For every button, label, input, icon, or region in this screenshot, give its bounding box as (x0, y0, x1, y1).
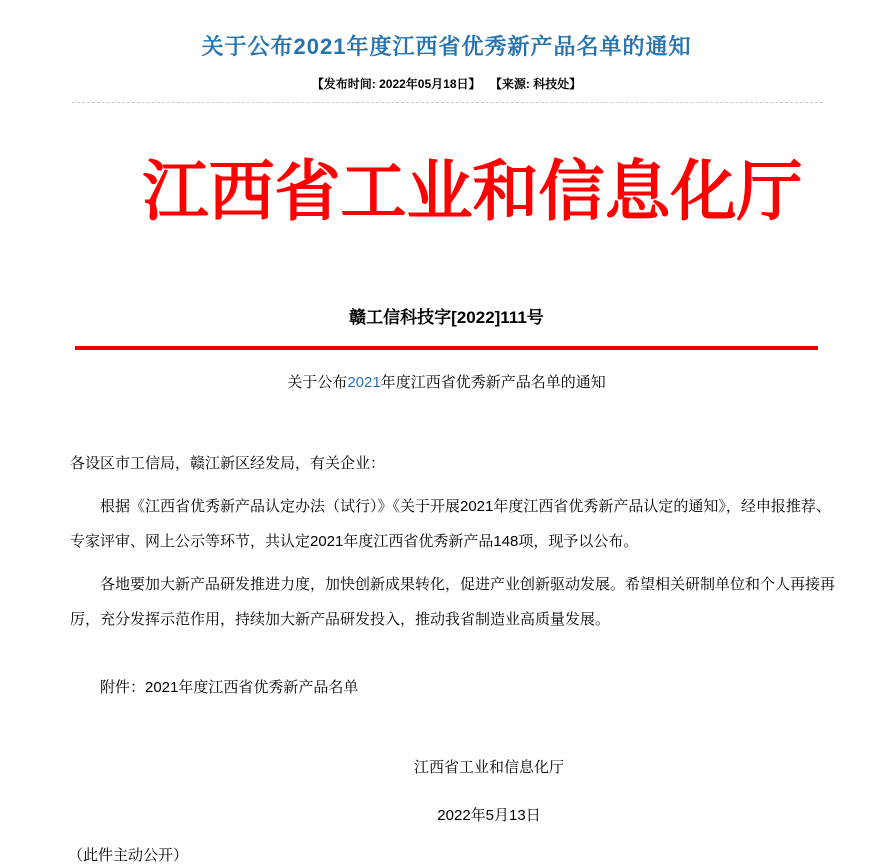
publish-time: 【发布时间: 2022年05月18日】 (311, 77, 481, 91)
body-paragraph: 根据《江西省优秀新产品认定办法（试行）》《关于开展2021年度江西省优秀新产品认定的通知》，经申报推荐、专家评审、网上公示等环节，共认定2021年度江西省优秀新产品148项，现予以公布。 (70, 497, 831, 550)
agency-letterhead: 江西省工业和信息化厅 (142, 152, 803, 230)
closing-block (0, 750, 893, 833)
article-title: 关于公布2021年度江西省优秀新产品名单的通知 (201, 34, 692, 59)
dashed-divider (72, 102, 823, 103)
source-label: 【来源: 科技处】 (489, 77, 582, 91)
salutation: 各设区市工信局，赣江新区经发局，有关企业： (70, 454, 386, 472)
body-paragraph: 各地要加大新产品研发推进力度，加快创新成果转化，促进产业创新驱动发展。希望相关研制单位和个人再接再厉，充分发挥示范作用，持续加大新产品研发投入，推动我省制造业高质量发展。 (70, 575, 836, 628)
doc-title (0, 372, 893, 394)
signature-date: 2022年5月13日 (437, 806, 541, 824)
doc-title-year-highlight: 2021 (347, 373, 381, 391)
red-rule (75, 346, 818, 350)
doc-ref-number: 赣工信科技字[2022]111号 (349, 307, 544, 327)
doc-title-prefix: 关于公布 (287, 373, 348, 391)
doc-body (70, 446, 835, 637)
signature-agency: 江西省工业和信息化厅 (413, 758, 564, 776)
article-meta (0, 75, 893, 92)
attachment-line: 附件：2021年度江西省优秀新产品名单 (100, 678, 359, 696)
disclosure-note: （此件主动公开） (68, 846, 189, 864)
doc-title-suffix: 年度江西省优秀新产品名单的通知 (380, 373, 606, 391)
